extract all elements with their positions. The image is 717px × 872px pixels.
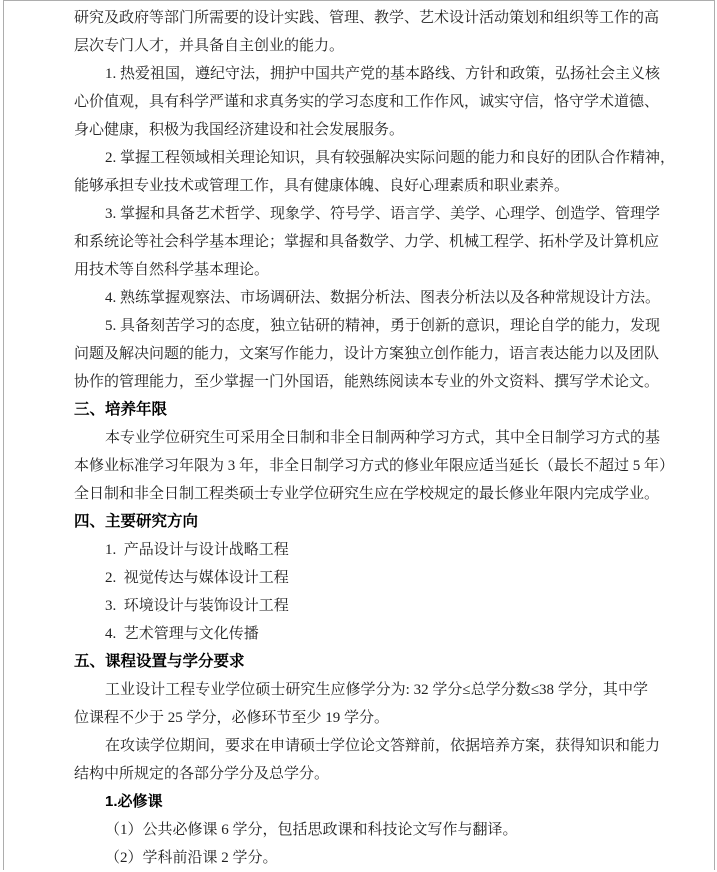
- text-line: 问题及解决问题的能力，文案写作能力，设计方案独立创作能力，语言表达能力以及团队: [74, 346, 660, 362]
- text-line: 4. 熟练掌握观察法、市场调研法、数据分析法、图表分析法以及各种常规设计方法。: [105, 290, 661, 306]
- text-line: 3. 掌握和具备艺术哲学、现象学、符号学、语言学、美学、心理学、创造学、管理学: [105, 206, 661, 222]
- section-heading-research-directions: 四、主要研究方向: [74, 513, 199, 530]
- research-direction-item: 3. 环境设计与装饰设计工程: [105, 598, 289, 614]
- research-direction-item: 4. 艺术管理与文化传播: [105, 626, 259, 642]
- text-line: 能够承担专业技术或管理工作，具有健康体魄、良好心理素质和职业素养。: [74, 178, 570, 194]
- text-line: 2. 掌握工程领域相关理论知识，具有较强解决实际问题的能力和良好的团队合作精神，: [105, 150, 676, 166]
- research-direction-item: 2. 视觉传达与媒体设计工程: [105, 570, 289, 586]
- text-line: 本修业标准学习年限为 3 年，非全日制学习方式的修业年限应适当延长（最长不超过 5 年）: [74, 458, 675, 474]
- text-line: 本专业学位研究生可采用全日制和非全日制两种学习方式，其中全日制学习方式的基: [105, 430, 661, 446]
- section-heading-training-duration: 三、培养年限: [74, 401, 168, 418]
- text-line: 5. 具备刻苦学习的态度，独立钻研的精神，勇于创新的意识，理论自学的能力，发现: [105, 318, 661, 334]
- text-line: 全日制和非全日制工程类硕士专业学位研究生应在学校规定的最长修业年限内完成学业。: [74, 486, 660, 502]
- text-line: 用技术等自然科学基本理论。: [74, 262, 270, 278]
- text-line: 协作的管理能力，至少掌握一门外国语，能熟练阅读本专业的外文资料、撰写学术论文。: [74, 374, 660, 390]
- document-page: [3, 0, 715, 870]
- required-courses-heading: 1.必修课: [105, 793, 163, 810]
- text-line: （2）学科前沿课 2 学分。: [105, 850, 278, 866]
- text-line: 位课程不少于 25 学分，必修环节至少 19 学分。: [74, 710, 390, 726]
- text-line: 和系统论等社会科学基本理论；掌握和具备数学、力学、机械工程学、拓朴学及计算机应: [74, 234, 660, 250]
- text-line: 结构中所规定的各部分学分及总学分。: [74, 766, 330, 782]
- text-line: （1）公共必修课 6 学分，包括思政课和科技论文写作与翻译。: [105, 822, 518, 838]
- research-direction-item: 1. 产品设计与设计战略工程: [105, 542, 289, 558]
- text-line: 1. 热爱祖国，遵纪守法，拥护中国共产党的基本路线、方针和政策，弘扬社会主义核: [105, 66, 661, 82]
- text-line: 心价值观，具有科学严谨和求真务实的学习态度和工作作风，诚实守信，恪守学术道德、: [74, 94, 660, 110]
- text-line: 身心健康，积极为我国经济建设和社会发展服务。: [74, 122, 405, 138]
- text-line: 工业设计工程专业学位硕士研究生应修学分为: 32 学分≤总学分数≤38 学分，其中学: [105, 682, 648, 698]
- text-line: 研究及政府等部门所需要的设计实践、管理、教学、艺术设计活动策划和组织等工作的高: [74, 10, 660, 26]
- text-line: 在攻读学位期间，要求在申请硕士学位论文答辩前，依据培养方案，获得知识和能力: [105, 738, 661, 754]
- section-heading-courses-credits: 五、课程设置与学分要求: [74, 653, 245, 670]
- text-line: 层次专门人才，并具备自主创业的能力。: [74, 38, 345, 54]
- document-body: [74, 4, 676, 872]
